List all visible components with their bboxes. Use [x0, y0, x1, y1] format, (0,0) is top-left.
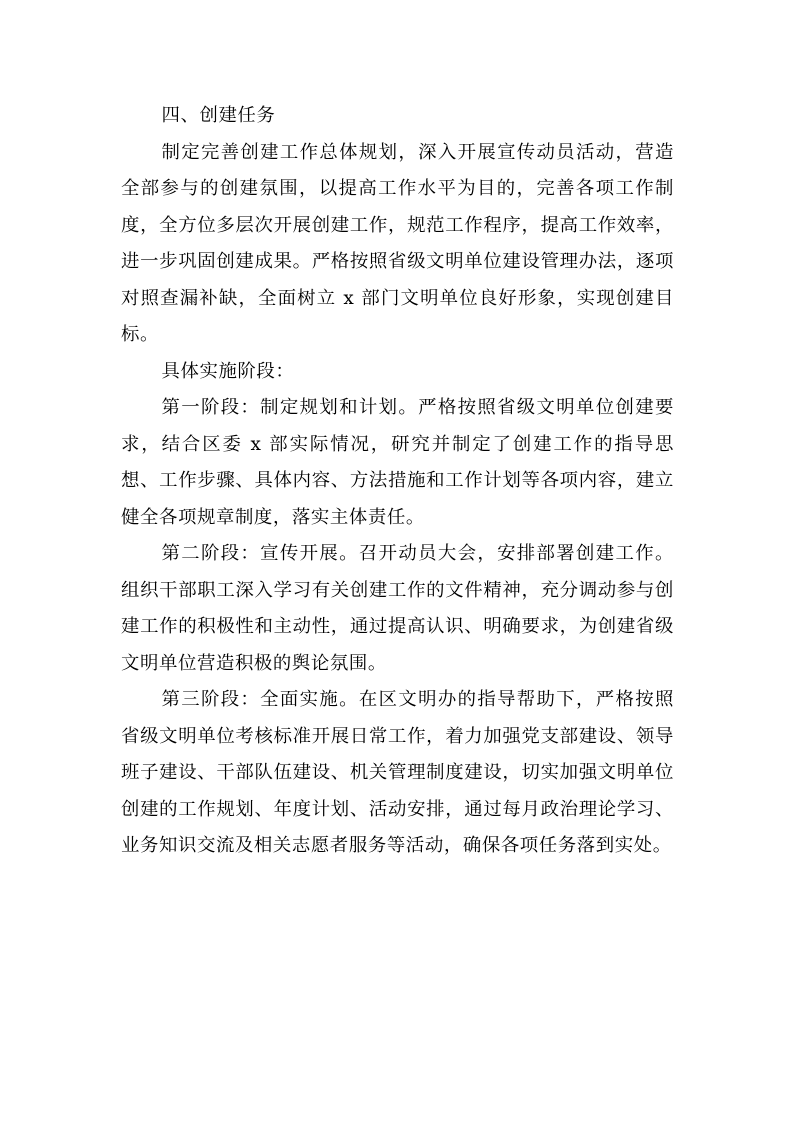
document-body — [121, 98, 674, 865]
paragraph-implementation-stages-label: 具体实施阶段： — [161, 360, 295, 382]
paragraph-stage-three: 第三阶段：全面实施。在区文明办的指导帮助下，严格按照省级文明单位考核标准开展日常工作，着力加强党支部建设、领导班子建设、干部队伍建设、机关管理制度建设，切实加强文明单位创建的工作规划、年度计划、活动安排，通过每月政治理论学习、业务知识交流及相关志愿者服务等活动，确保各项任务落到实处。 — [121, 689, 674, 856]
paragraph-stage-one: 第一阶段：制定规划和计划。严格按照省级文明单位创建要求，结合区委 x 部实际情况，研究并制定了创建工作的指导思想、工作步骤、具体内容、方法措施和工作计划等各项内容，建立健全各项规章制度，落实主体责任。 — [121, 397, 674, 528]
section-heading: 四、创建任务 — [161, 105, 276, 126]
paragraph-task-overview: 制定完善创建工作总体规划，深入开展宣传动员活动，营造全部参与的创建氛围，以提高工作水平为目的，完善各项工作制度，全方位多层次开展创建工作，规范工作程序，提高工作效率，进一步巩固创建成果。严格按照省级文明单位建设管理办法，逐项对照查漏补缺，全面树立 x 部门文明单位良好形象，实现创建目标。 — [121, 141, 674, 345]
paragraph-stage-two: 第二阶段：宣传开展。召开动员大会，安排部署创建工作。组织干部职工深入学习有关创建工作的文件精神，充分调动参与创建工作的积极性和主动性，通过提高认识、明确要求，为创建省级文明单位营造积极的舆论氛围。 — [121, 543, 674, 674]
